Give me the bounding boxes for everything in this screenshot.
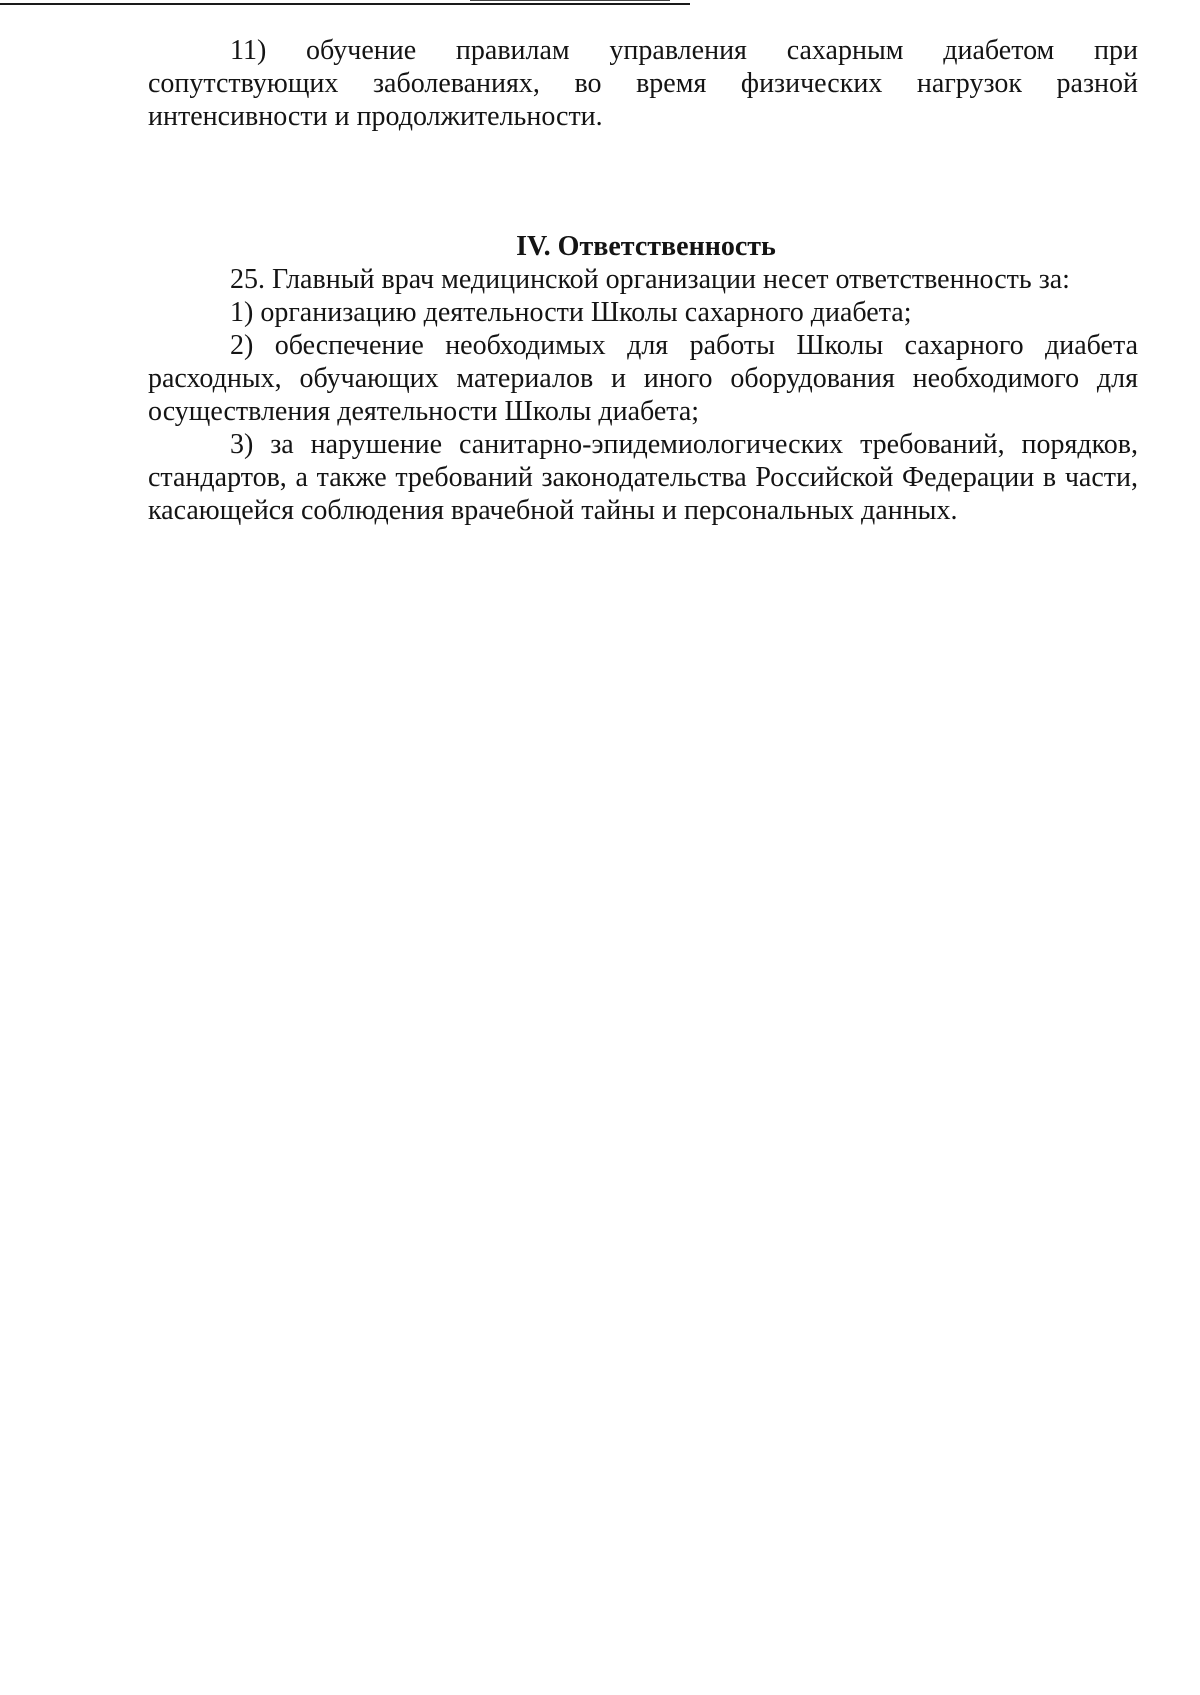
scan-edge-line — [470, 0, 670, 1]
list-item-11: 11) обучение правилам управления сахарным диабетом при сопутствующих заболеваниях, во время физических нагрузок разной интенсивности и продолжительности. — [148, 35, 1138, 132]
section-spacer — [148, 133, 1138, 230]
list-item-3: 3) за нарушение санитарно-эпидемиологических требований, порядков, стандартов, а также требований законодательства Российской Федерации в части, касающейся соблюдения врачебной тайны и персональных данных. — [148, 429, 1138, 526]
section-title: IV. Ответственность — [516, 231, 776, 262]
scan-edge-lines — [0, 0, 690, 8]
scan-edge-line — [0, 3, 690, 5]
responsibility-lead: 25. Главный врач медицинской организации несет ответственность за: — [230, 264, 1070, 295]
document-page — [148, 34, 1138, 527]
list-item-2: 2) обеспечение необходимых для работы Школы сахарного диабета расходных, обучающих материалов и иного оборудования необходимого для осуществления деятельности Школы диабета; — [148, 330, 1138, 427]
list-item-1: 1) организацию деятельности Школы сахарного диабета; — [230, 297, 912, 328]
